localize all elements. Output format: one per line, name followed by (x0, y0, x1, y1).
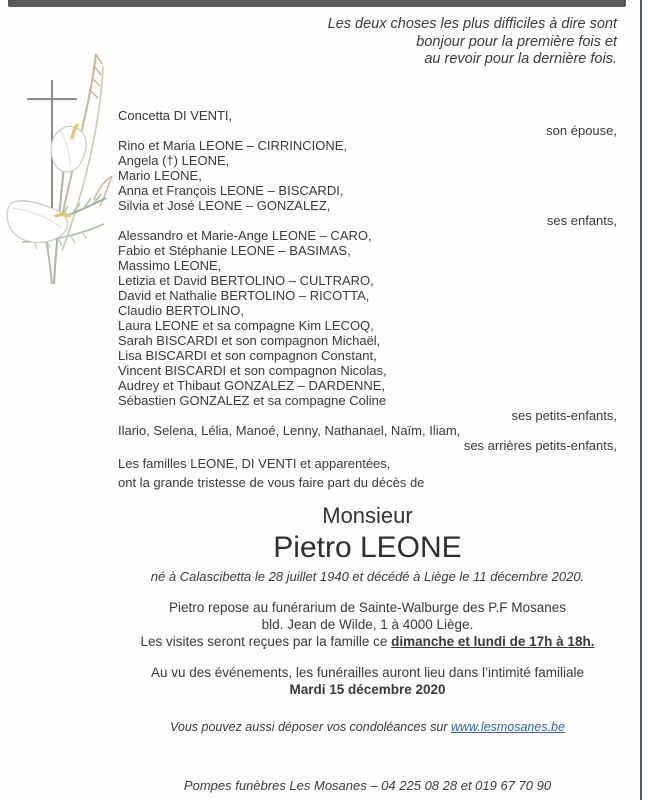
opening-quote (328, 16, 617, 69)
funeral-home-contact: Pompes funèbres Les Mosanes – 04 225 08 28 et 019 67 70 90 (183, 778, 552, 793)
mourners-list (118, 108, 617, 490)
cross-and-lilies-illustration (0, 46, 118, 308)
mourner-line: Lisa BISCARDI et son compagnon Constant, (118, 348, 377, 363)
quote-line: au revoir pour la dernière fois. (424, 51, 617, 67)
relation-label-spouse: son épouse, (546, 123, 617, 138)
mourner-line: Rino et Maria LEONE – CIRRINCIONE, (118, 138, 348, 153)
mourner-line: Anna et François LEONE – BISCARDI, (118, 183, 344, 198)
mourner-line: Fabio et Stéphanie LEONE – BASIMAS, (118, 243, 351, 258)
relation-label-great-grandchildren: ses arrières petits-enfants, (463, 438, 617, 453)
funeral-block (98, 664, 637, 698)
mourner-line: Mario LEONE, (118, 168, 202, 183)
condolences-line (118, 720, 617, 734)
mourner-line: Sarah BISCARDI et son compagnon Michaël, (118, 333, 381, 348)
visits-line (108, 633, 627, 650)
deceased-name: Pietro LEONE (273, 531, 462, 564)
quote-line: bonjour pour la première fois et (416, 33, 617, 50)
deceased-honorific: Monsieur (322, 503, 413, 528)
mourner-line: David et Nathalie BERTOLINO – RICOTTA, (118, 288, 370, 303)
repose-location-line: Pietro repose au funérarium de Sainte-Walburge des P.F Mosanes (169, 600, 566, 615)
scan-edge-top (8, 0, 626, 7)
mourner-line: Audrey et Thibaut GONZALEZ – DARDENNE, (118, 378, 386, 393)
mourner-line: Laura LEONE et sa compagne Kim LECOQ, (118, 318, 374, 333)
mourner-line: Letizia et David BERTOLINO – CULTRARO, (118, 273, 374, 288)
repose-address-line: bld. Jean de Wilde, 1 à 4000 Liège. (261, 617, 474, 632)
grandchildren-group (118, 228, 617, 408)
deceased-life-dates: né à Calascibetta le 28 juillet 1940 et décédé à Liège le 11 décembre 2020. (150, 569, 585, 584)
mourner-line: Silvia et José LEONE – GONZALEZ, (118, 198, 331, 213)
condolences-prefix: Vous pouvez aussi déposer vos condoléances sur (170, 720, 451, 734)
mourner-line: Ilario, Selena, Lélia, Manoé, Lenny, Nathanael, Naïm, Iliam, (118, 423, 461, 438)
great-grandchildren-group (118, 423, 617, 438)
families-line: Les familles LEONE, DI VENTI et apparentées, (118, 456, 391, 471)
funeral-privacy-line: Au vu des événements, les funérailles auront lieu dans l’intimité familiale (151, 665, 584, 680)
mourner-line: Concetta DI VENTI, (118, 108, 233, 123)
mourner-line: Sébastien GONZALEZ et sa compagne Coline (118, 393, 387, 408)
condolences-website-link[interactable]: www.lesmosanes.be (451, 720, 565, 734)
funeral-date: Mardi 15 décembre 2020 (289, 682, 446, 697)
announcement-line: ont la grande tristesse de vous faire part du décès de (118, 475, 425, 490)
scan-edge-right (640, 0, 642, 800)
children-group (118, 138, 617, 213)
visits-schedule: dimanche et lundi de 17h à 18h. (391, 634, 595, 649)
cross-lilies-icon (0, 46, 118, 308)
mourner-line: Vincent BISCARDI et son compagnon Nicolas, (118, 363, 387, 378)
relation-label-children: ses enfants, (546, 213, 617, 228)
quote-line: Les deux choses les plus difficiles à dire sont (327, 16, 617, 32)
spouse-group (118, 108, 617, 123)
mourner-line: Angela (†) LEONE, (118, 153, 230, 168)
mourner-line: Alessandro et Marie-Ange LEONE – CARO, (118, 228, 372, 243)
mourner-line: Claudio BERTOLINO, (118, 303, 244, 318)
relation-label-grandchildren: ses petits-enfants, (511, 408, 617, 423)
repose-block (108, 599, 627, 650)
visits-prefix: Les visites seront reçues par la famille ce (140, 634, 392, 649)
mourner-line: Massimo LEONE, (118, 258, 222, 273)
deceased-block (118, 503, 617, 584)
